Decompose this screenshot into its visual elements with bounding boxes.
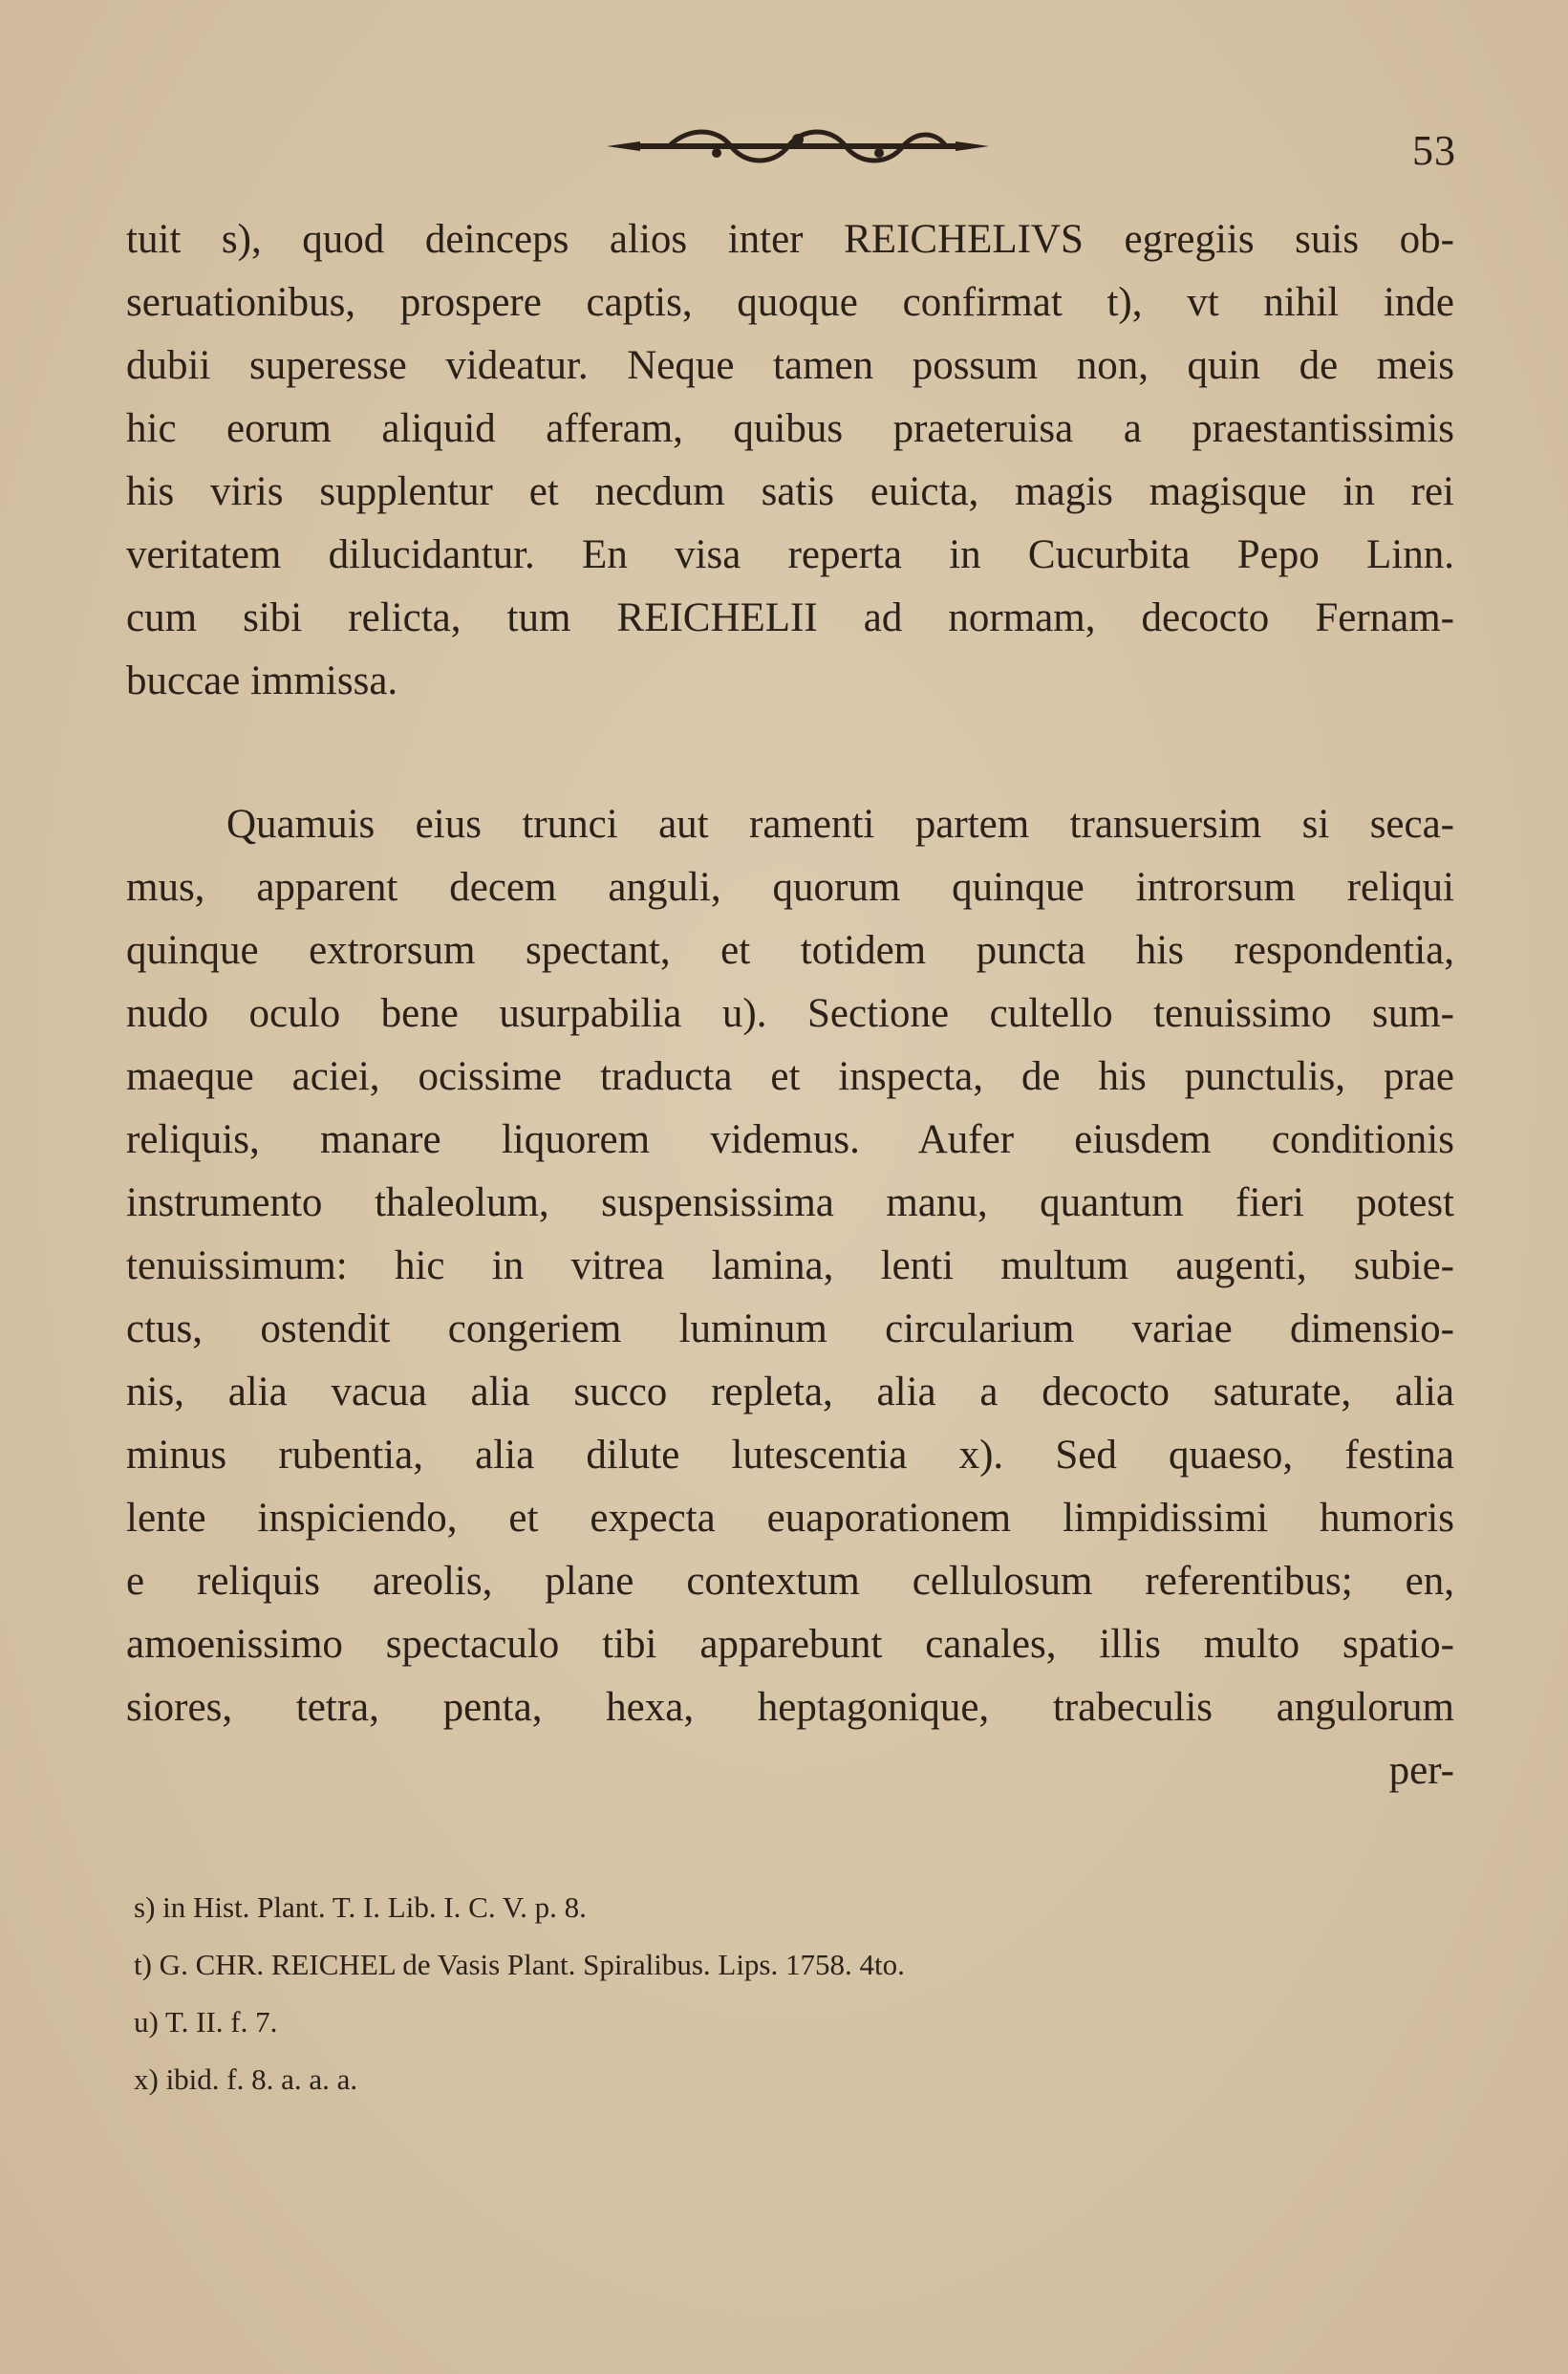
footnote: s) in Hist. Plant. T. I. Lib. I. C. V. p. 8. [134, 1890, 587, 1924]
text-line: quinque extrorsum spectant, et totidem puncta his respondentia, [126, 928, 1454, 973]
footnote: u) T. II. f. 7. [134, 2005, 278, 2039]
text-line: instrumento thaleolum, suspensissima manu, quantum fieri potest [126, 1180, 1454, 1225]
text-line: dubii superesse videatur. Neque tamen possum non, quin de meis [126, 343, 1454, 388]
text-line: siores, tetra, penta, hexa, heptagonique, trabeculis angulorum [126, 1685, 1454, 1730]
page-number: 53 [1412, 127, 1456, 174]
text-line: nudo oculo bene usurpabilia u). Sectione cultello tenuissimo sum- [126, 991, 1454, 1036]
footnote: t) G. CHR. REICHEL de Vasis Plant. Spiralibus. Lips. 1758. 4to. [134, 1948, 905, 1981]
text-line: amoenissimo spectaculo tibi apparebunt canales, illis multo spatio- [126, 1622, 1454, 1667]
text-line: mus, apparent decem anguli, quorum quinque introrsum reliqui [126, 865, 1454, 910]
body-text [126, 208, 1454, 1802]
catchword: per- [1388, 1748, 1454, 1793]
text-line: Quamuis eius trunci aut ramenti partem transuersim si seca- [226, 802, 1454, 847]
text-line: buccae immissa. [126, 658, 398, 703]
text-line: lente inspiciendo, et expecta euaporationem limpidissimi humoris [126, 1496, 1454, 1541]
header-ornament [602, 122, 994, 170]
text-line: tuit s), quod deinceps alios inter REICHELIVS egregiis suis ob- [126, 217, 1454, 262]
text-line: seruationibus, prospere captis, quoque confirmat t), vt nihil inde [126, 280, 1454, 325]
text-line: minus rubentia, alia dilute lutescentia x). Sed quaeso, festina [126, 1433, 1454, 1478]
footnote: x) ibid. f. 8. a. a. a. [134, 2062, 358, 2096]
text-line: reliquis, manare liquorem videmus. Aufer eiusdem conditionis [126, 1117, 1454, 1162]
text-line: hic eorum aliquid afferam, quibus praeteruisa a praestantissimis [126, 406, 1454, 451]
footnotes [134, 1879, 1280, 2108]
paragraph-gap [126, 713, 1454, 793]
text-line: cum sibi relicta, tum REICHELII ad normam, decocto Fernam- [126, 595, 1454, 640]
text-line: maeque aciei, ocissime traducta et inspecta, de his punctulis, prae [126, 1054, 1454, 1099]
text-line: e reliquis areolis, plane contextum cellulosum referentibus; en, [126, 1559, 1454, 1604]
text-line: his viris supplentur et necdum satis euicta, magis magisque in rei [126, 469, 1454, 514]
text-line: ctus, ostendit congeriem luminum circularium variae dimensio- [126, 1306, 1454, 1351]
text-line: nis, alia vacua alia succo repleta, alia a decocto saturate, alia [126, 1370, 1454, 1414]
text-line: tenuissimum: hic in vitrea lamina, lenti multum augenti, subie- [126, 1243, 1454, 1288]
text-line: veritatem dilucidantur. En visa reperta in Cucurbita Pepo Linn. [126, 532, 1454, 577]
